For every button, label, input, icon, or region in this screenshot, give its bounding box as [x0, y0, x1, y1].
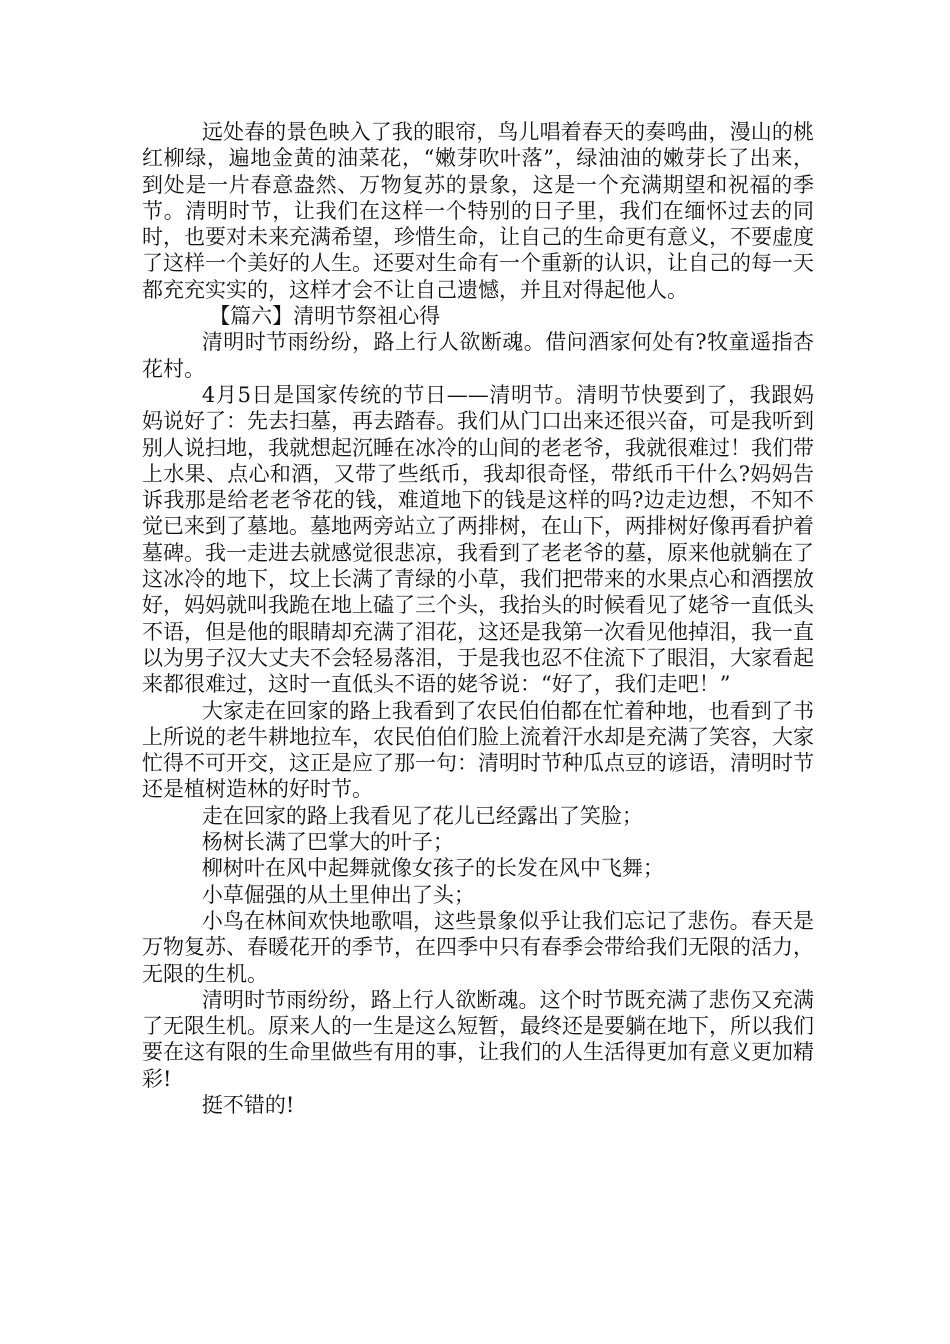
- paragraph-spring-scenery: 远处春的景色映入了我的眼帘，鸟儿唱着春天的奏鸣曲，漫山的桃红柳绿，遍地金黄的油菜花，“嫩芽吹叶落”，绿油油的嫩芽长了出来，到处是一片春意盎然、万物复苏的景象，这是一个充满期望和祝福的季节。清明时节，让我们在这样一个特别的日子里，我们在缅怀过去的同时，也要对未来充满希望，珍惜生命，让自己的生命更有意义，不要虚度了这样一个美好的人生。还要对生命有一个重新的认识，让自己的每一天都充充实实的，这样才会不让自己遗憾，并且对得起他人。: [142, 120, 814, 302]
- paragraph-tomb-sweeping: 4月5日是国家传统的节日——清明节。清明节快要到了，我跟妈妈说好了：先去扫墓，再去踏春。我们从门口出来还很兴奋，可是我听到别人说扫地，我就想起沉睡在冰冷的山间的老老爷，我就很难过！我们带上水果、点心和酒，又带了些纸币，我却很奇怪，带纸币干什么?妈妈告诉我那是给老老爷花的钱，难道地下的钱是这样的吗?边走边想，不知不觉已来到了墓地。墓地两旁站立了两排树，在山下，两排树好像再看护着墓碑。我一走进去就感觉很悲凉，我看到了老老爷的墓，原来他就躺在了这冰冷的地下，坟上长满了青绿的小草，我们把带来的水果点心和酒摆放好，妈妈就叫我跪在地上磕了三个头，我抬头的时候看见了姥爷一直低头不语，但是他的眼睛却充满了泪花，这还是我第一次看见他掉泪，我一直以为男子汉大丈夫不会轻易落泪，于是我也忍不住流下了眼泪，大家看起来都很难过，这时一直低头不语的姥爷说：“好了，我们走吧！”: [142, 382, 814, 697]
- paragraph-closing-remark: 挺不错的!: [201, 1092, 295, 1117]
- paragraph-grass: 小草倔强的从土里伸出了头；: [201, 882, 475, 907]
- paragraph-poem: 清明时节雨纷纷，路上行人欲断魂。借问酒家何处有?牧童遥指杏花村。: [142, 330, 814, 381]
- paragraph-birds: 小鸟在林间欢快地歌唱，这些景象似乎让我们忘记了悲伤。春天是万物复苏、春暖花开的季节，在四季中只有春季会带给我们无限的活力，无限的生机。: [142, 908, 814, 986]
- paragraph-poplar: 杨树长满了巴掌大的叶子；: [201, 830, 454, 855]
- paragraph-conclusion: 清明时节雨纷纷，路上行人欲断魂。这个时节既充满了悲伤又充满了无限生机。原来人的一生是这么短暂，最终还是要躺在地下，所以我们要在这有限的生命里做些有用的事，让我们的人生活得更加有意义更加精彩!: [142, 987, 814, 1091]
- paragraph-way-home: 大家走在回家的路上我看到了农民伯伯都在忙着种地，也看到了书上所说的老牛耕地拉车，农民伯伯们脸上流着汗水却是充满了笑容，大家忙得不可开交，这正是应了那一句：清明时节种瓜点豆的谚语，清明时节还是植树造林的好时节。: [142, 698, 814, 802]
- paragraph-willow: 柳树叶在风中起舞就像女孩子的长发在风中飞舞；: [201, 856, 664, 881]
- paragraph-flowers: 走在回家的路上我看见了花儿已经露出了笑脸；: [201, 803, 643, 828]
- section-heading-part-six: 【篇六】清明节祭祖心得: [209, 304, 441, 329]
- document-body: [142, 119, 814, 1118]
